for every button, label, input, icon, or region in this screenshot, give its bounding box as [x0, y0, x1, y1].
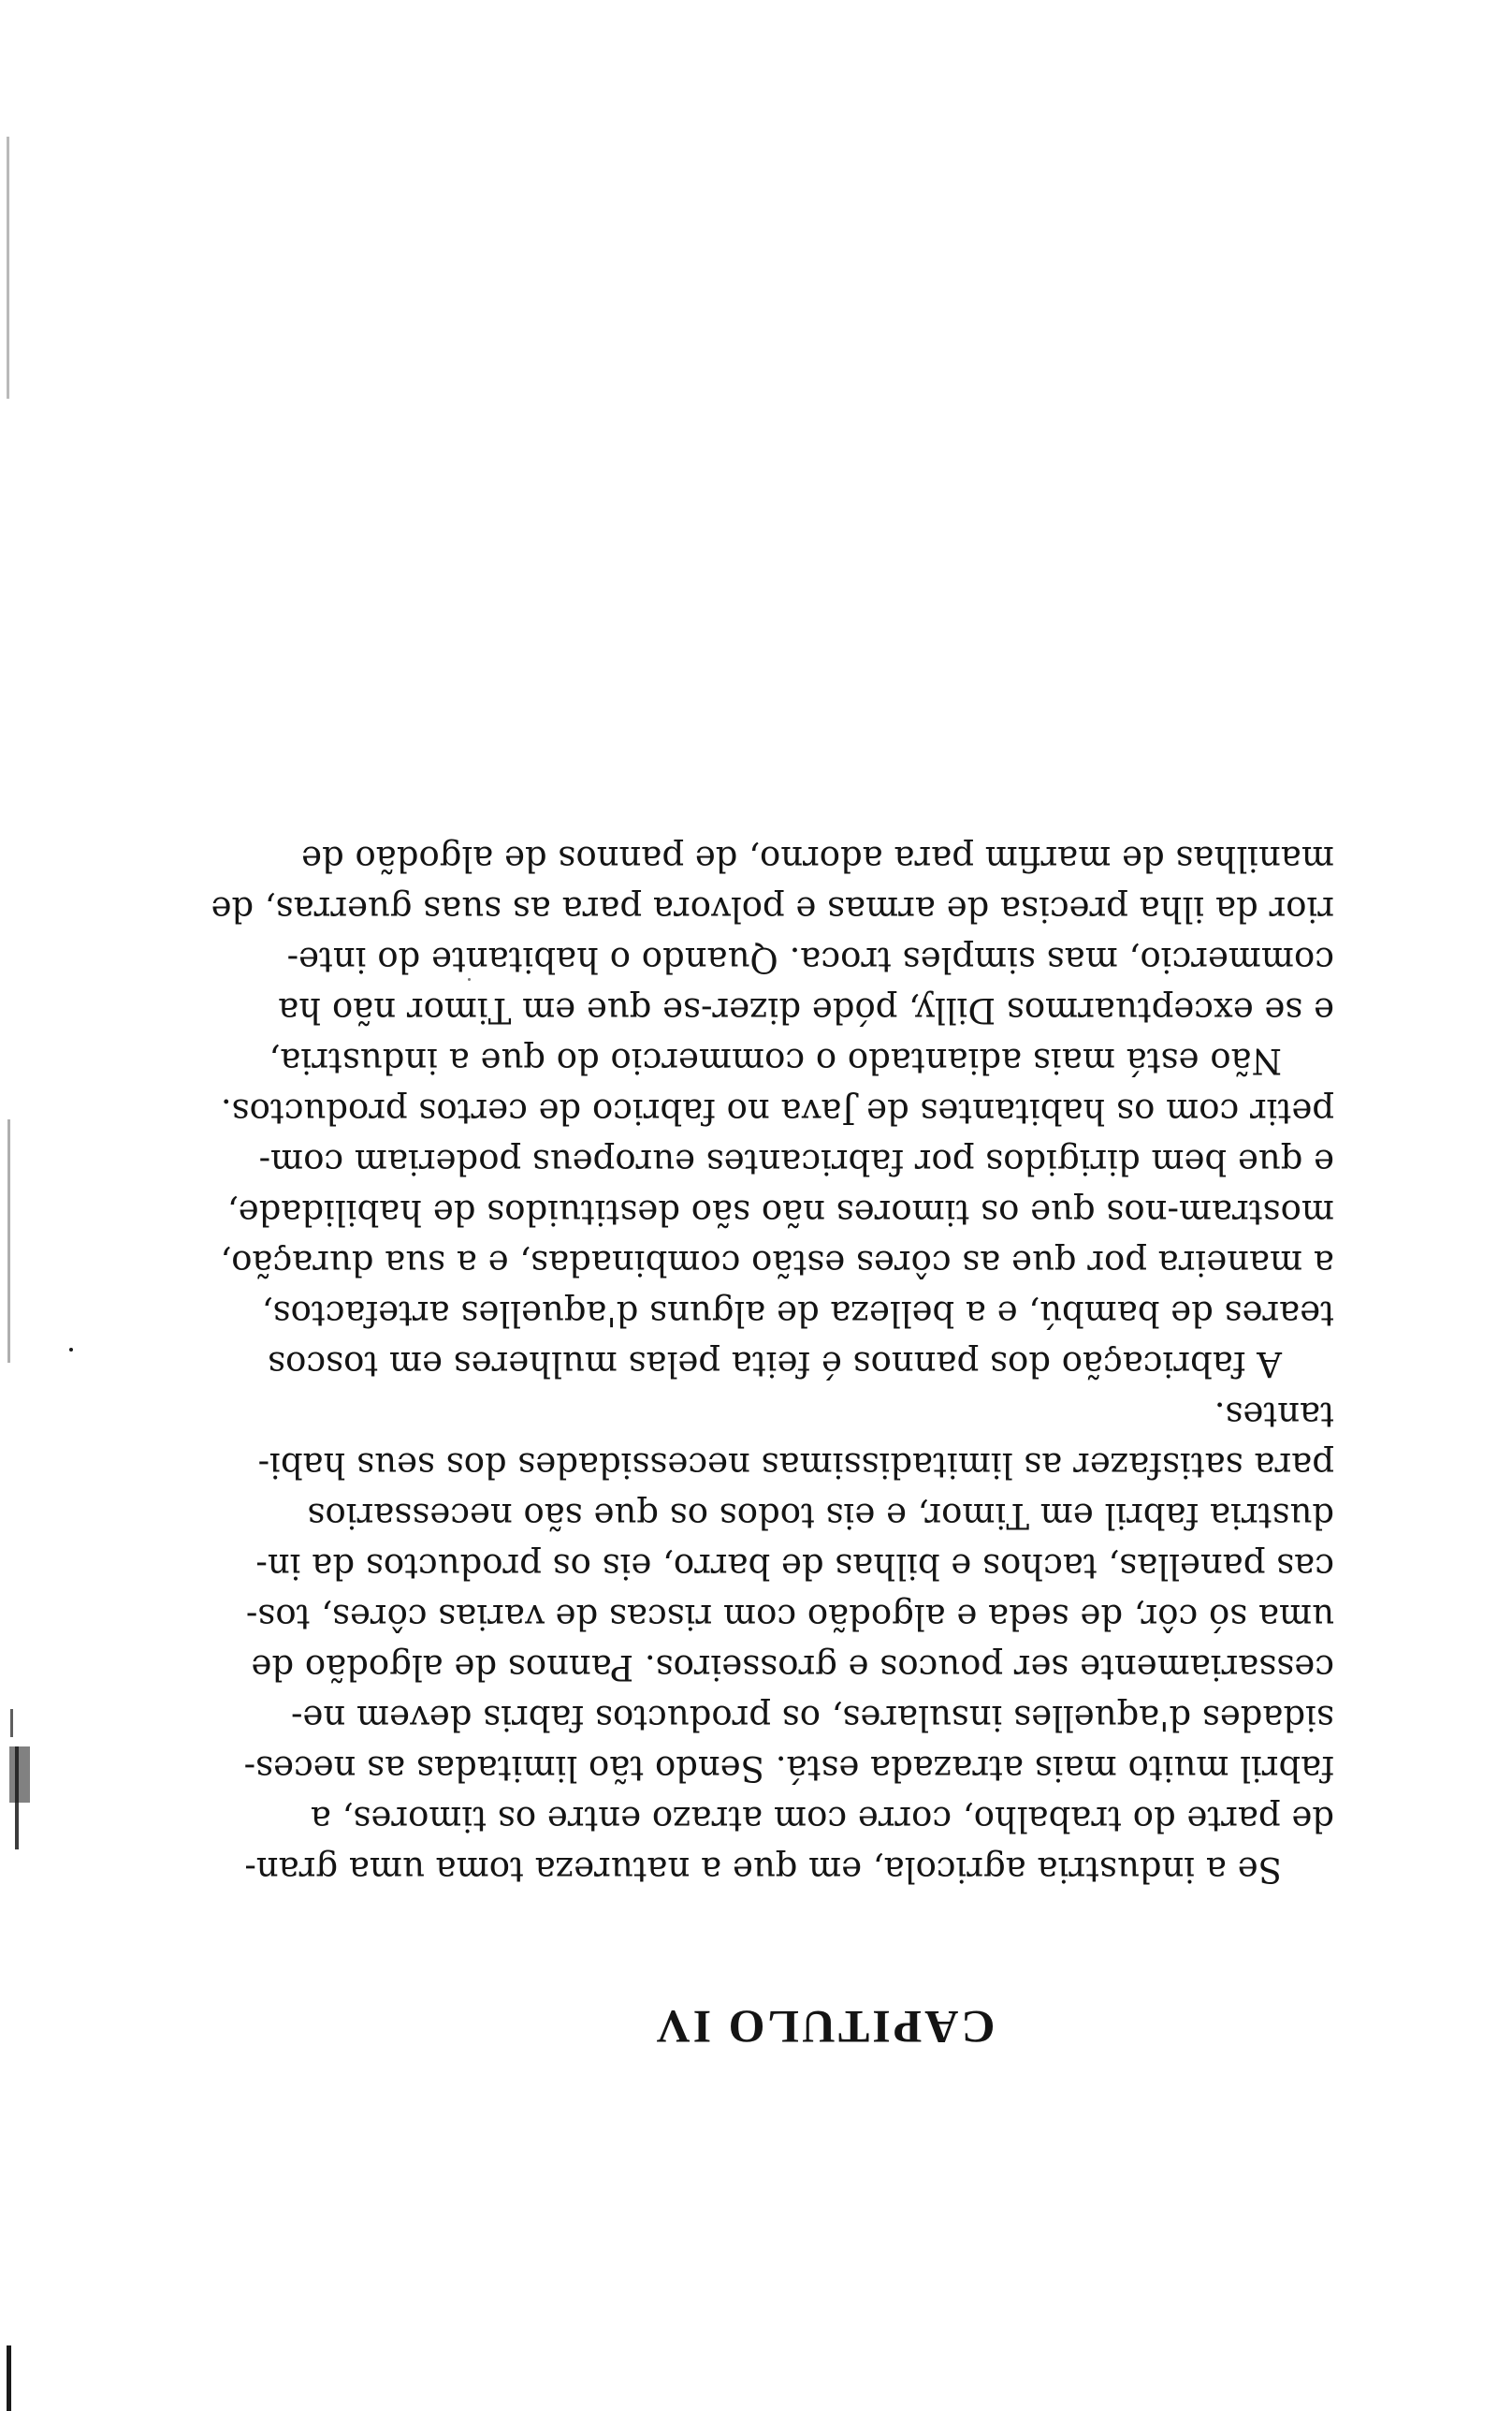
text-line: fabril muito mais atrazada está. Sendo tão limitadas as neces-: [243, 1748, 1334, 1789]
text-line: a maneira por que as côres estão combinadas, e a sua duração,: [220, 1243, 1334, 1283]
scan-edge-mark: [9, 1746, 30, 1803]
paragraph: [220, 1086, 1334, 1389]
scan-edge-mark: [10, 1709, 13, 1737]
scan-speck: [69, 1348, 73, 1352]
text-line: rior da ilha precisa de armas e polvora para as suas guerras, de: [211, 889, 1334, 929]
text-line: e se exceptuarmos Dilly, póde dizer-se que em Timor não ha: [278, 990, 1334, 1030]
text-line: petir com os habitantes de Java no fabrico de certos productos.: [220, 1091, 1334, 1132]
text-line: mostram-nos que os timores não são destituidos de habilidade,: [226, 1192, 1334, 1233]
text-line: commercio, mas simples troca. Quando o habitante do inte-: [286, 940, 1334, 980]
text-line: sidades d'aquelles insulares, os productos fabris devem ne-: [291, 1698, 1334, 1738]
text-line: e que bem dirigidos por fabricantes europeus poderiam com-: [258, 1142, 1334, 1182]
scan-edge-mark: [7, 1119, 10, 1363]
text-line: Não está mais adiantado o commercio do que a industria,: [269, 1041, 1282, 1081]
paragraph: [243, 1389, 1334, 1894]
text-line: uma só côr, de seda e algodão com riscas de varias côres, tos-: [245, 1597, 1334, 1637]
scan-edge-mark: [7, 2345, 11, 2411]
chapter-text-block: [211, 833, 1334, 2055]
text-line: cas panellas, tachos e bilhas de barro, eis os productos da in-: [255, 1546, 1334, 1586]
paragraph: [211, 833, 1334, 1086]
scan-edge-mark: [7, 137, 9, 399]
text-line: Se a industria agricola, em que a natureza toma uma gran-: [244, 1849, 1282, 1890]
text-line: A fabricação dos pannos é feita pelas mulheres em toscos: [268, 1344, 1282, 1384]
text-line: manilhas de marfim para adorno, de pannos de algodão de: [301, 839, 1334, 879]
text-line: de parte do trabalho, corre com atrazo entre os timores, a: [310, 1799, 1334, 1839]
text-line: teares de bambú, e a belleza de alguns d'aquelles artefactos,: [261, 1293, 1334, 1334]
text-line: dustria fabril em Timor, e eis todos os que são necessarios: [307, 1496, 1334, 1536]
chapter-title: CAPITULO IV: [653, 2001, 996, 2053]
text-line: cessariamente ser poucos e grosseiros. Pannos de algodão de: [251, 1647, 1334, 1688]
text-line: tantes.: [1214, 1395, 1334, 1435]
text-line: para satisfazer as limitadissimas necessidades dos seus habi-: [257, 1445, 1334, 1485]
